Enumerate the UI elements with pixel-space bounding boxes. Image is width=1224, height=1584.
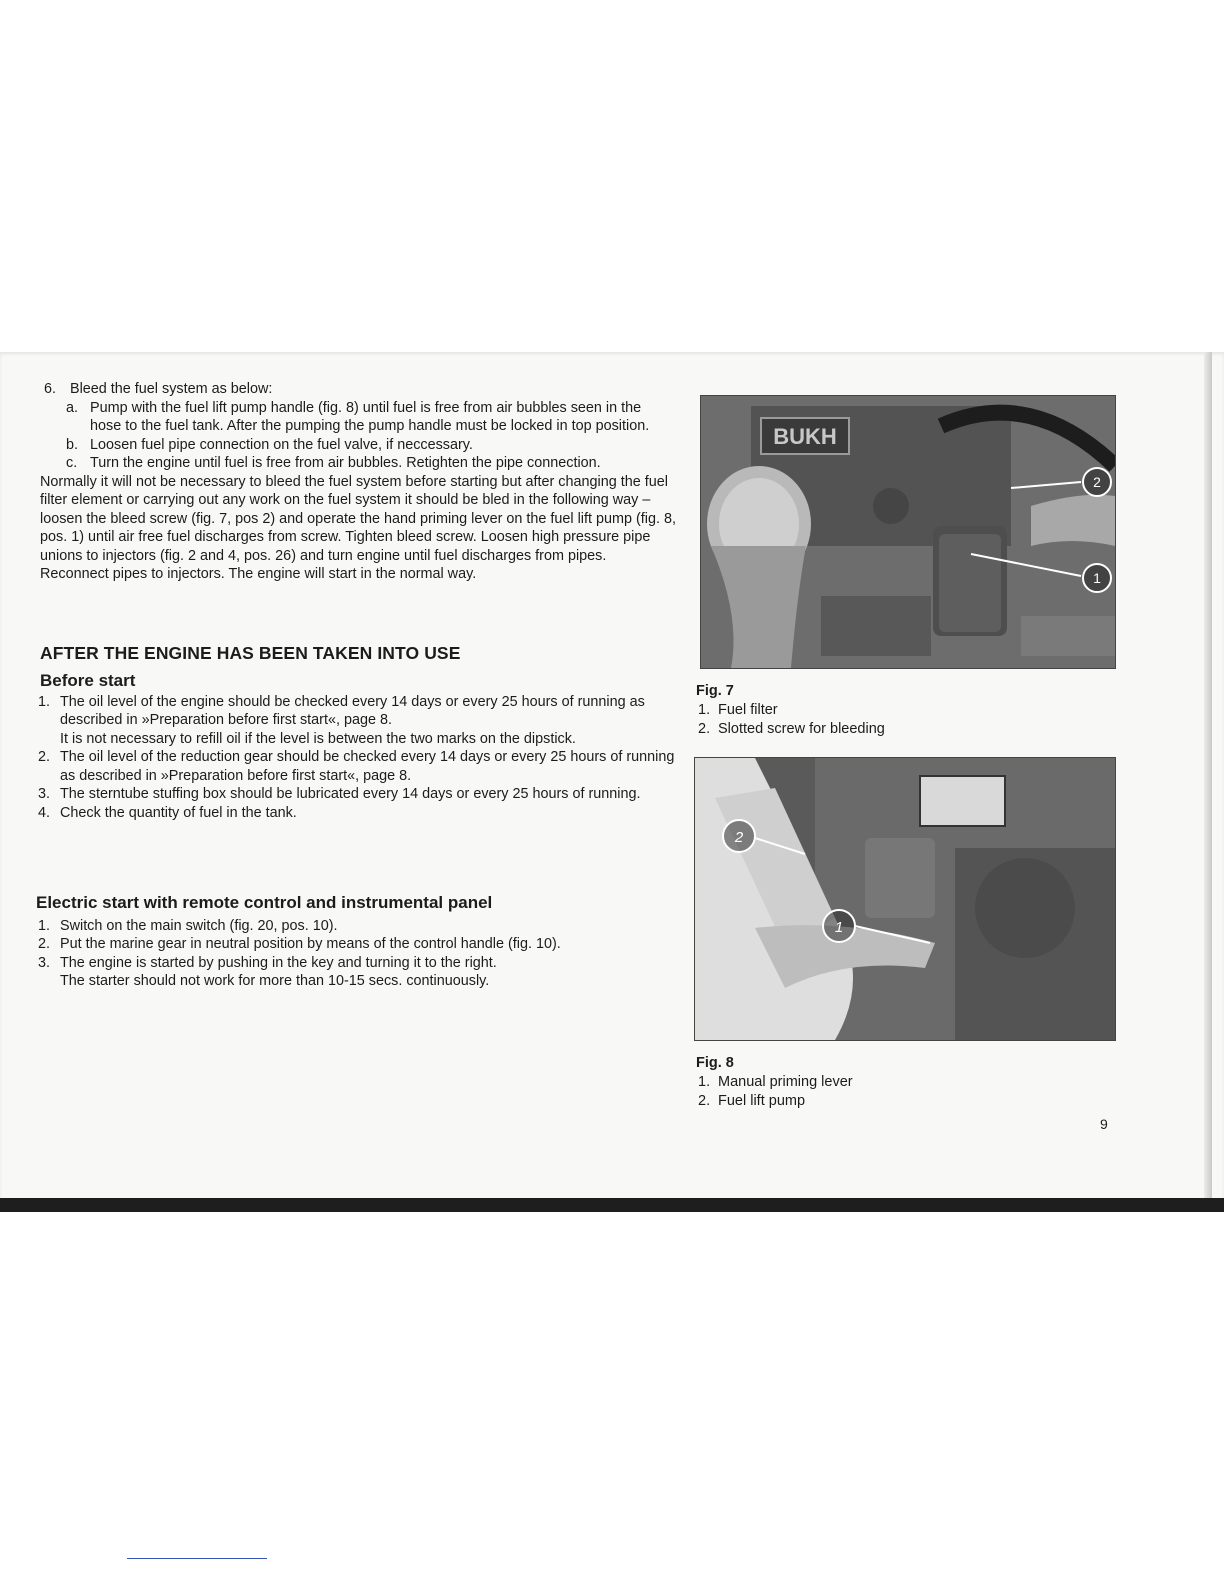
fig8-callout-2: 2	[734, 829, 744, 846]
bleeding-note: Normally it will not be necessary to bleed the fuel system before starting but after changing the fuel filter element or carrying out any work on the fuel system it should be bled in the following way – loosen the bleed screw (fig. 7, pos 2) and operate the hand priming lever on the fuel lift pump (fig. 8, pos. 1) until air free fuel discharges from screw. Tighten bleed screw. Loosen high pressure pipe unions to injectors (fig. 2 and 4, pos. 26) and turn engine until fuel discharges from pipes. Reconnect pipes to injectors. The engine will start in the normal way.	[40, 473, 676, 582]
item-continuation: It is not necessary to refill oil if the level is between the two marks on the dipstick.	[60, 730, 576, 747]
item-number: 3.	[38, 786, 51, 802]
legend-text: Fuel filter	[718, 702, 778, 718]
legend-text: Slotted screw for bleeding	[718, 721, 885, 737]
step-text: Bleed the fuel system as below:	[70, 381, 273, 397]
before-start-heading: Before start	[40, 671, 136, 690]
legend-item	[694, 720, 1124, 739]
item-text: The oil level of the reduction gear should be checked every 14 days or every 25 hours of running as described in »Preparation before first start«, page 8.	[60, 749, 675, 784]
item-text: The sterntube stuffing box should be lubricated every 14 days or every 25 hours of running.	[60, 786, 641, 802]
step-6	[36, 380, 676, 399]
legend-item	[694, 1073, 1124, 1092]
list-item	[36, 785, 676, 804]
item-number: 4.	[38, 804, 51, 821]
fig7-callout-1: 1	[1093, 570, 1101, 586]
list-item	[36, 935, 676, 954]
item-continuation: The starter should not work for more than 10-15 secs. continuously.	[60, 973, 490, 989]
legend-number: 1.	[698, 702, 711, 718]
item-number: 2.	[38, 749, 51, 765]
legend-text: Fuel lift pump	[718, 1093, 806, 1109]
fig8-engine-illustration	[695, 758, 1115, 1040]
legend-item	[694, 1092, 1124, 1111]
substep-c	[36, 454, 676, 473]
legend-number: 1.	[698, 1074, 711, 1090]
substep-label: c.	[66, 455, 78, 471]
item-text: The engine is started by pushing in the key and turning it to the right.	[60, 954, 497, 971]
electric-start-list	[36, 917, 676, 991]
page-bottom-band	[0, 1198, 1224, 1212]
substep-text: Loosen fuel pipe connection on the fuel valve, if neccessary.	[90, 436, 473, 453]
page-number: 9	[1100, 1116, 1108, 1132]
left-column	[36, 380, 676, 991]
legend-item	[694, 701, 1124, 720]
substep-b	[36, 436, 676, 455]
substep-text: Turn the engine until fuel is free from air bubbles. Retighten the pipe connection.	[90, 455, 601, 471]
fig8-callout-1: 1	[834, 919, 844, 936]
list-item	[36, 693, 676, 749]
page-edge	[1204, 352, 1212, 1202]
list-item	[36, 748, 676, 785]
fig8-legend	[694, 1073, 1124, 1111]
before-start-list	[36, 693, 676, 823]
fig8-photo	[694, 757, 1116, 1041]
footer-rule	[127, 1558, 267, 1559]
legend-text: Manual priming lever	[718, 1074, 853, 1090]
legend-number: 2.	[698, 721, 711, 737]
electric-start-heading: Electric start with remote control and instrumental panel	[36, 893, 493, 912]
substep-text: Pump with the fuel lift pump handle (fig. 8) until fuel is free from air bubbles seen in the hose to the fuel tank. After the pumping the pump handle must be locked in top position.	[90, 399, 650, 434]
substep-label: a.	[66, 399, 79, 416]
fig7-photo	[700, 395, 1116, 669]
list-item	[36, 954, 676, 991]
substep-label: b.	[66, 436, 79, 453]
right-column	[694, 395, 1124, 1111]
step-list	[36, 380, 676, 473]
item-number: 1.	[38, 693, 51, 710]
item-text: Switch on the main switch (fig. 20, pos. 10).	[60, 917, 338, 934]
item-text: Put the marine gear in neutral position by means of the control handle (fig. 10).	[60, 936, 561, 952]
fig7-logo-text: BUKH	[773, 424, 837, 449]
item-text: The oil level of the engine should be checked every 14 days or every 25 hours of running as described in »Preparation before first start«, page 8.	[60, 693, 645, 728]
item-number: 2.	[38, 936, 51, 952]
list-item	[36, 917, 676, 936]
legend-number: 2.	[698, 1093, 711, 1109]
list-item	[36, 804, 676, 823]
fig7-title: Fig. 7	[696, 683, 734, 699]
section-heading: AFTER THE ENGINE HAS BEEN TAKEN INTO USE	[40, 642, 461, 663]
fig7-engine-illustration	[701, 396, 1115, 668]
item-number: 3.	[38, 954, 51, 971]
step-number: 6.	[44, 381, 57, 397]
item-text: Check the quantity of fuel in the tank.	[60, 804, 297, 821]
fig7-callout-2: 2	[1093, 474, 1101, 490]
item-number: 1.	[38, 917, 51, 934]
fig8-title: Fig. 8	[696, 1055, 734, 1071]
substep-a	[36, 399, 676, 436]
fig7-legend	[694, 701, 1124, 739]
